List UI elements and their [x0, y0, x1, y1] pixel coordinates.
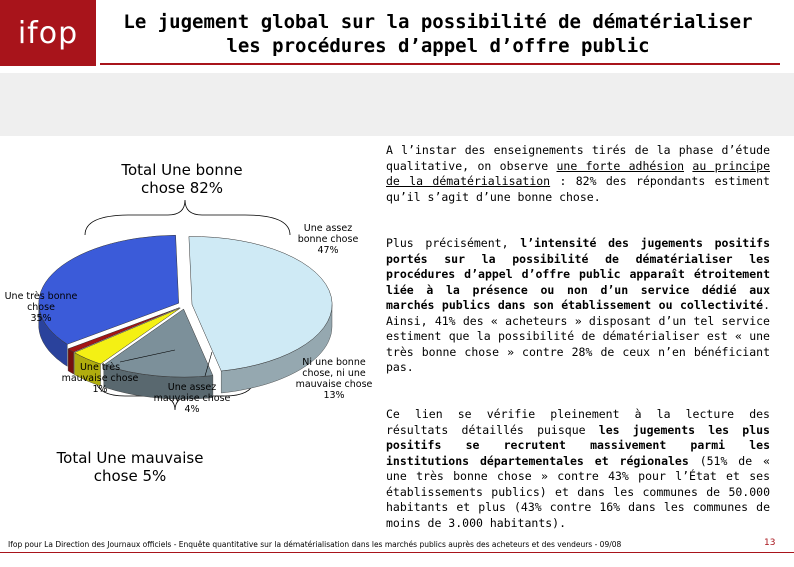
footer-rule — [0, 552, 794, 553]
label-very-good-l2: chose — [27, 302, 55, 313]
p2-text-a: Plus précisément, — [386, 236, 521, 250]
footer-source: Ifop pour La Direction des Journaux officiels - Enquête quantitative sur la dématérialisation dans les marchés publics auprès des acheteurs et des vendeurs - 09/08 — [8, 540, 622, 549]
logo-text: ifop — [17, 15, 79, 51]
p3-text-a: Ce lien se vérifie pleinement à la lecture des résultats détaillés puisque — [386, 407, 770, 437]
paragraph-3 — [386, 407, 770, 531]
title-line-2: les procédures d’appel d’offre public — [226, 35, 650, 57]
label-very-bad-l2: mauvaise chose — [61, 373, 139, 384]
pie-chart — [0, 140, 375, 520]
p3-bold: les jugements les plus positifs se recrutent massivement parmi les institutions départementales et régionales — [386, 422, 770, 468]
p3-text-c: (51% de « une très bonne chose » contre 43% pour l’État et ses établissements publics) et dans les communes de 50.000 habitants et plus (43% contre 16% dans les communes de moins de 3.000 habitants). — [386, 453, 770, 530]
total-bad-line1: Total Une mauvaise — [56, 449, 204, 467]
total-bad-label — [30, 449, 230, 485]
total-bad-line2: chose 5% — [93, 467, 167, 485]
label-neither — [294, 357, 374, 401]
page-number: 13 — [764, 538, 776, 548]
title-underline — [100, 63, 780, 65]
label-very-good — [0, 291, 82, 324]
p1-underline-2: au principe de la dématérialisation — [386, 158, 770, 188]
label-very-bad-value: 1% — [92, 384, 108, 395]
total-good-line1: Total Une bonne — [121, 161, 243, 179]
label-fairly-good — [288, 223, 368, 256]
label-fairly-good-value: 47% — [317, 245, 339, 256]
ifop-logo — [0, 0, 96, 66]
title-line-1: Le jugement global sur la possibilité de dématérialiser — [123, 11, 753, 33]
total-good-line2: chose 82% — [140, 179, 224, 197]
label-neither-value: 13% — [323, 390, 345, 401]
label-fairly-bad-value: 4% — [184, 404, 200, 415]
p1-underline-1: une forte adhésion — [556, 158, 685, 173]
total-good-label — [82, 161, 282, 197]
label-neither-l3: mauvaise chose — [295, 379, 373, 390]
grey-band — [0, 73, 794, 136]
label-neither-l2: chose, ni une — [302, 368, 366, 379]
label-fairly-good-l2: bonne chose — [297, 234, 359, 245]
label-fairly-bad-l1: Une assez — [167, 382, 217, 393]
label-very-bad-l1: Une très — [79, 362, 121, 373]
label-fairly-bad-l2: mauvaise chose — [153, 393, 231, 404]
p1-text-b: : 82% des répondants estiment qu’il s’agit d’une bonne chose. — [386, 174, 770, 204]
paragraph-1 — [386, 143, 770, 205]
p1-text-a: A l’instar des enseignements tirés de la phase d’étude qualitative, on observe — [386, 143, 770, 173]
p2-bold: l’intensité des jugements positifs portés sur la possibilité de dématérialiser les procédures d’appel d’offre public apparaît étroitement liée à la présence ou non d’un service dédié aux marchés publics dans son établissement ou collectivité — [386, 236, 771, 312]
label-very-good-l1: Une très bonne — [4, 291, 78, 302]
label-neither-l1: Ni une bonne — [302, 357, 366, 368]
label-very-bad — [58, 362, 142, 395]
p2-text-c: . Ainsi, 41% des « acheteurs » disposant d’un tel service estiment que la possibilité de dématérialiser est « une très bonne chose » contre 28% de ceux n’en bénéficiant pas. — [386, 298, 770, 374]
page-title — [102, 10, 774, 58]
bracket-good — [85, 200, 290, 235]
label-fairly-good-l1: Une assez — [303, 223, 353, 234]
label-very-good-value: 35% — [30, 313, 52, 324]
paragraph-2 — [386, 236, 770, 376]
label-fairly-bad — [150, 382, 234, 415]
